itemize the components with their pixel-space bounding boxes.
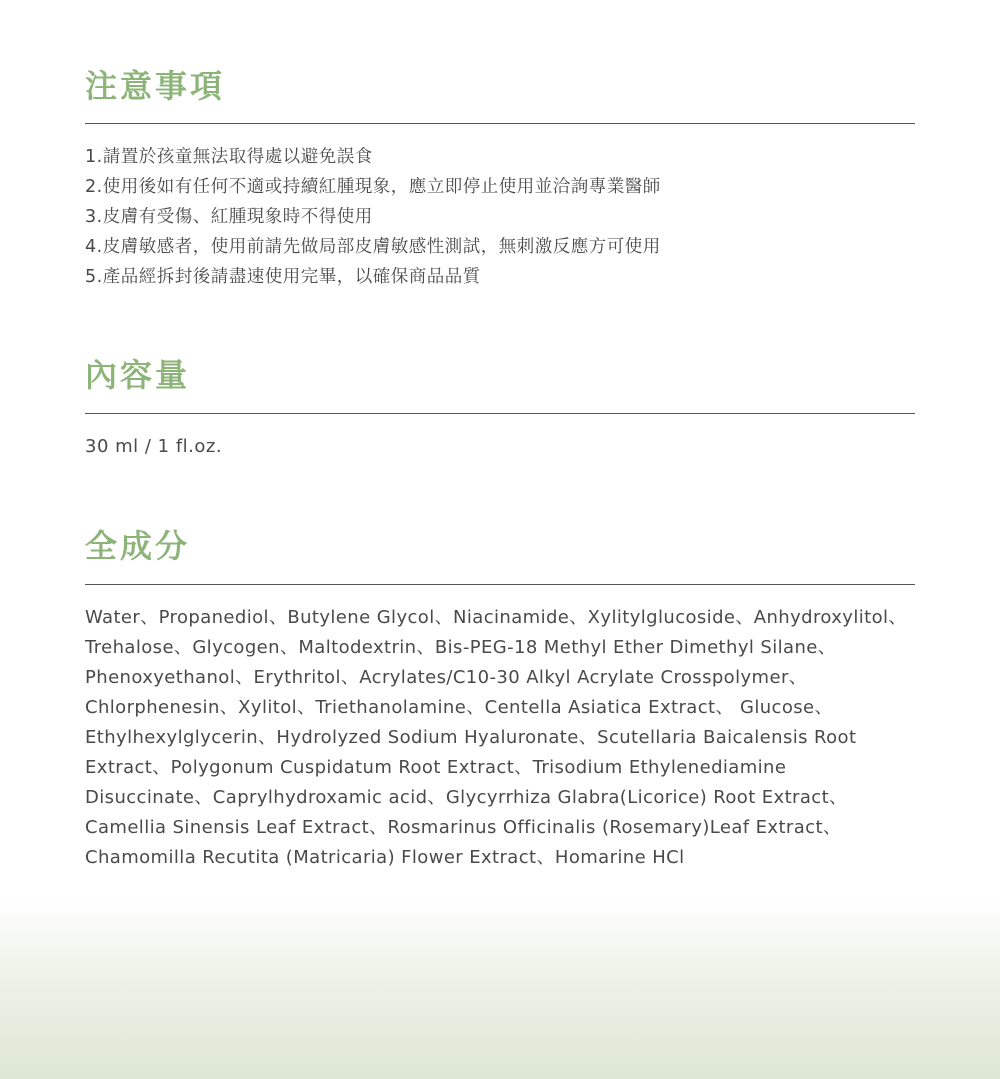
volume-value: 30 ml / 1 fl.oz. [85, 436, 223, 457]
volume-divider [85, 413, 915, 414]
precaution-item: 2.使用後如有任何不適或持續紅腫現象，應立即停止使用並洽詢專業醫師 [85, 177, 661, 197]
ingredients-text-wrap [85, 603, 915, 873]
volume-section [85, 355, 915, 395]
precaution-item: 1.請置於孩童無法取得處以避免誤食 [85, 147, 373, 167]
precaution-item: 5.產品經拆封後請盡速使用完畢，以確保商品品質 [85, 267, 481, 287]
precautions-list [85, 142, 915, 292]
ingredients-list: Water、Propanediol、Butylene Glycol、Niacinamide、Xylitylglucoside、Anhydroxylitol、Trehalose、Glycogen、Maltodextrin、Bis-PEG-18 Methyl Ether Dimethyl Silane、Phenoxyethanol、Erythritol、Acrylates/C10-30 Alkyl Acrylate Crosspolymer、Chlorphenesin、Xylitol、Triethanolamine、Centella Asiatica Extract、 Glucose、Ethylhexylglycerin、Hydrolyzed Sodium Hyaluronate、Scutellaria Baicalensis Root Extract、Polygonum Cuspidatum Root Extract、Trisodium Ethylenediamine Disuccinate、Caprylhydroxamic acid、Glycyrrhiza Glabra(Licorice) Root Extract、Camellia Sinensis Leaf Extract、Rosmarinus Officinalis (Rosemary)Leaf Extract、Chamomilla Recutita (Matricaria) Flower Extract、Homarine HCl [85, 607, 907, 868]
precaution-item: 4.皮膚敏感者，使用前請先做局部皮膚敏感性測試，無刺激反應方可使用 [85, 237, 661, 257]
ingredients-section [85, 526, 915, 566]
precautions-list-wrap [85, 142, 915, 292]
ingredients-divider [85, 584, 915, 585]
divider-line [85, 584, 915, 585]
volume-title: 內容量 [85, 356, 191, 394]
volume-value-wrap [85, 432, 915, 462]
precautions-title: 注意事項 [85, 67, 226, 105]
ingredients-title: 全成分 [85, 527, 191, 565]
divider-line [85, 413, 915, 414]
divider-line [85, 123, 915, 124]
precaution-item: 3.皮膚有受傷、紅腫現象時不得使用 [85, 207, 373, 227]
precautions-section [85, 66, 915, 106]
precautions-divider [85, 123, 915, 124]
